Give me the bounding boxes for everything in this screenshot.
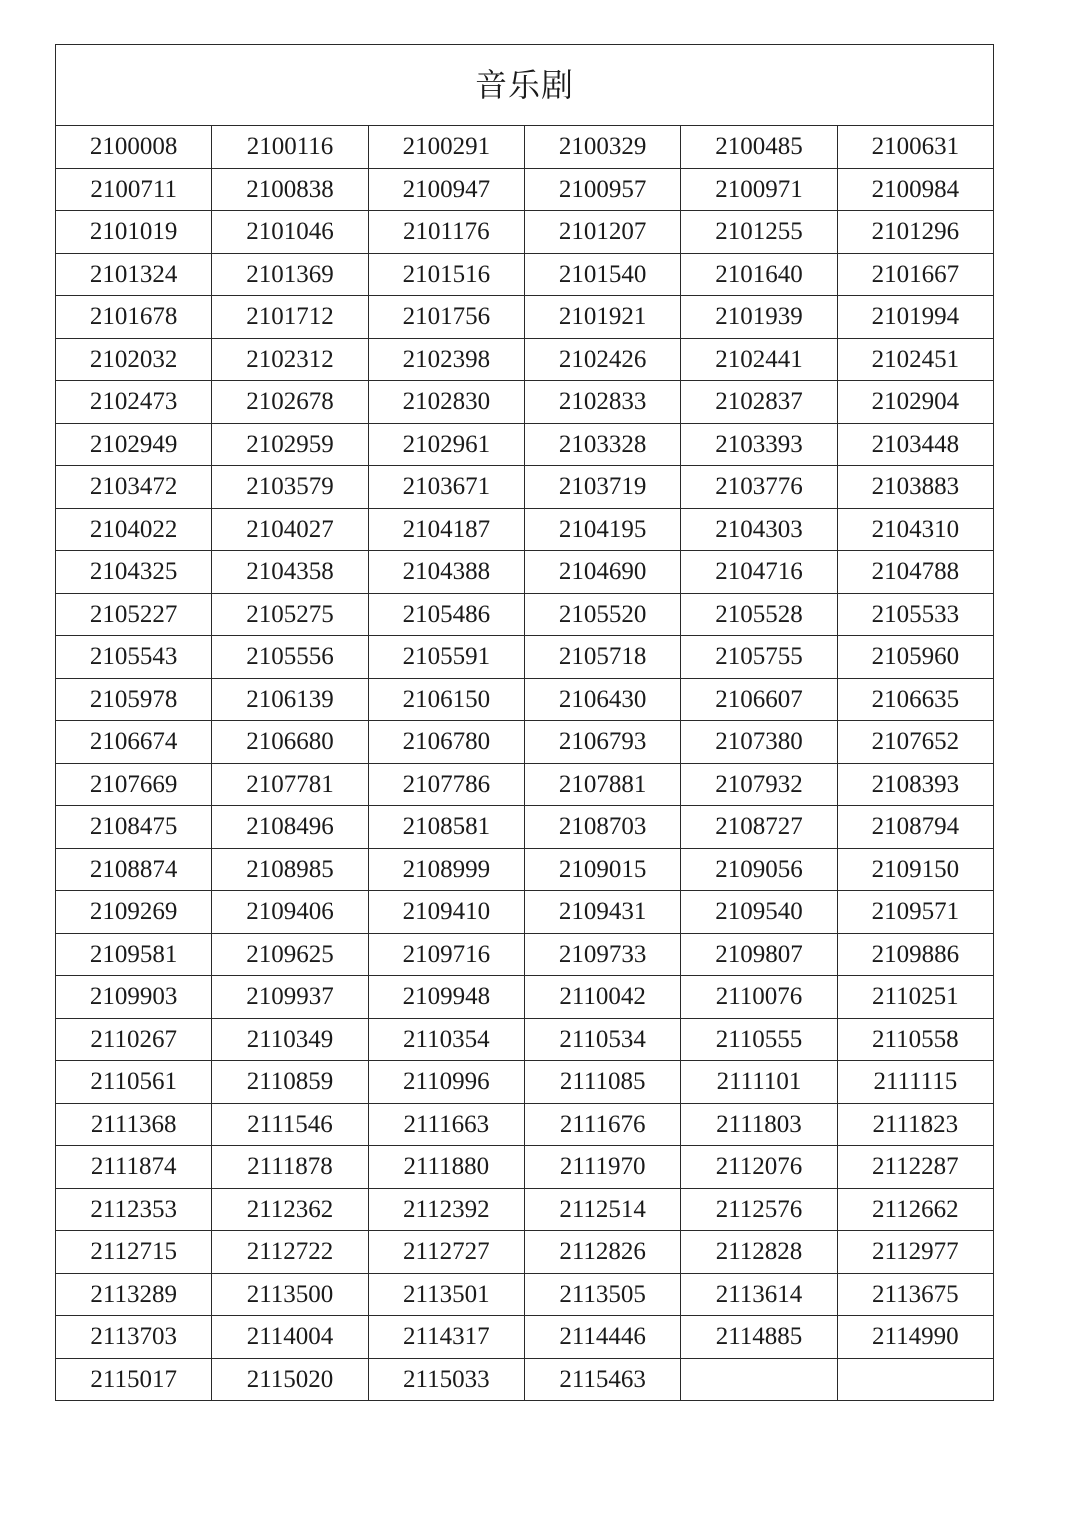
- table-row: [56, 636, 994, 679]
- table-cell: 2107652: [837, 721, 993, 764]
- table-cell: 2108999: [368, 848, 524, 891]
- table-cell: 2112362: [212, 1188, 368, 1231]
- table-cell: 2100329: [524, 126, 680, 169]
- table-cell: 2108874: [56, 848, 212, 891]
- table-cell: 2100008: [56, 126, 212, 169]
- table-cell: 2105591: [368, 636, 524, 679]
- table-cell: 2105275: [212, 593, 368, 636]
- table-cell: 2109540: [681, 891, 837, 934]
- table-cell: 2104388: [368, 551, 524, 594]
- table-row: [56, 1316, 994, 1359]
- table-cell: 2113500: [212, 1273, 368, 1316]
- table-cell: 2101324: [56, 253, 212, 296]
- table-cell: 2100711: [56, 168, 212, 211]
- table-cell: 2103448: [837, 423, 993, 466]
- table-cell: 2107669: [56, 763, 212, 806]
- table-cell: 2109625: [212, 933, 368, 976]
- table-cell: 2109571: [837, 891, 993, 934]
- table-row: [56, 806, 994, 849]
- table-cell: 2108727: [681, 806, 837, 849]
- table-cell: 2102398: [368, 338, 524, 381]
- table-cell: 2109431: [524, 891, 680, 934]
- table-cell: 2103328: [524, 423, 680, 466]
- table-cell: 2112392: [368, 1188, 524, 1231]
- table-cell: 2111663: [368, 1103, 524, 1146]
- table-cell: 2114990: [837, 1316, 993, 1359]
- table-cell: 2109903: [56, 976, 212, 1019]
- table-cell: 2101640: [681, 253, 837, 296]
- table-cell: 2102959: [212, 423, 368, 466]
- table-cell: 2109269: [56, 891, 212, 934]
- table-cell: 2106680: [212, 721, 368, 764]
- table-cell: 2105528: [681, 593, 837, 636]
- table-row: [56, 381, 994, 424]
- table-cell: [837, 1358, 993, 1401]
- table-row: [56, 593, 994, 636]
- table-cell: 2112977: [837, 1231, 993, 1274]
- table-row: [56, 763, 994, 806]
- table-cell: 2102830: [368, 381, 524, 424]
- table-cell: 2106674: [56, 721, 212, 764]
- table-row: [56, 721, 994, 764]
- table-cell: 2109581: [56, 933, 212, 976]
- table-cell: 2109406: [212, 891, 368, 934]
- table-cell: 2106150: [368, 678, 524, 721]
- table-cell: 2114004: [212, 1316, 368, 1359]
- table-cell: 2103719: [524, 466, 680, 509]
- table-cell: 2109807: [681, 933, 837, 976]
- table-row: [56, 1103, 994, 1146]
- table-cell: 2115017: [56, 1358, 212, 1401]
- table-row: [56, 1231, 994, 1274]
- table-cell: 2100947: [368, 168, 524, 211]
- table-row: [56, 296, 994, 339]
- table-cell: 2103393: [681, 423, 837, 466]
- table-cell: 2112715: [56, 1231, 212, 1274]
- table-cell: 2104027: [212, 508, 368, 551]
- table-row: [56, 1358, 994, 1401]
- table-cell: 2104358: [212, 551, 368, 594]
- table-row: [56, 466, 994, 509]
- table-cell: 2110534: [524, 1018, 680, 1061]
- table-cell: 2108496: [212, 806, 368, 849]
- table-cell: 2100291: [368, 126, 524, 169]
- table-cell: 2114885: [681, 1316, 837, 1359]
- table-cell: 2108703: [524, 806, 680, 849]
- table-body: [56, 45, 994, 1401]
- table-cell: 2101756: [368, 296, 524, 339]
- table-cell: 2109948: [368, 976, 524, 1019]
- table-cell: 2110267: [56, 1018, 212, 1061]
- table-cell: 2111880: [368, 1146, 524, 1189]
- table-cell: 2101046: [212, 211, 368, 254]
- table-cell: 2111823: [837, 1103, 993, 1146]
- table-cell: 2101255: [681, 211, 837, 254]
- page-title: 音乐剧: [56, 45, 994, 126]
- table-cell: 2112076: [681, 1146, 837, 1189]
- table-cell: 2101939: [681, 296, 837, 339]
- table-cell: 2110859: [212, 1061, 368, 1104]
- table-cell: 2102312: [212, 338, 368, 381]
- table-cell: 2104022: [56, 508, 212, 551]
- table-cell: [681, 1358, 837, 1401]
- table-row: [56, 891, 994, 934]
- table-cell: 2108794: [837, 806, 993, 849]
- id-list-table: [55, 44, 994, 1401]
- table-cell: 2106139: [212, 678, 368, 721]
- table-cell: 2113703: [56, 1316, 212, 1359]
- table-cell: 2110354: [368, 1018, 524, 1061]
- table-cell: 2101921: [524, 296, 680, 339]
- table-cell: 2103671: [368, 466, 524, 509]
- table-cell: 2106780: [368, 721, 524, 764]
- table-cell: 2106793: [524, 721, 680, 764]
- table-cell: 2109733: [524, 933, 680, 976]
- table-cell: 2115020: [212, 1358, 368, 1401]
- table-cell: 2112514: [524, 1188, 680, 1231]
- table-cell: 2109937: [212, 976, 368, 1019]
- table-cell: 2105533: [837, 593, 993, 636]
- table-cell: 2106430: [524, 678, 680, 721]
- table-cell: 2101369: [212, 253, 368, 296]
- table-cell: 2108581: [368, 806, 524, 849]
- table-row: [56, 211, 994, 254]
- table-cell: 2101176: [368, 211, 524, 254]
- table-cell: 2112662: [837, 1188, 993, 1231]
- table-cell: 2109410: [368, 891, 524, 934]
- table-cell: 2109886: [837, 933, 993, 976]
- table-cell: 2112826: [524, 1231, 680, 1274]
- table-cell: 2101667: [837, 253, 993, 296]
- table-row: [56, 338, 994, 381]
- table-cell: 2110561: [56, 1061, 212, 1104]
- table-cell: 2110349: [212, 1018, 368, 1061]
- table-cell: 2115463: [524, 1358, 680, 1401]
- table-cell: 2103579: [212, 466, 368, 509]
- table-cell: 2113289: [56, 1273, 212, 1316]
- table-cell: 2100485: [681, 126, 837, 169]
- table-cell: 2104325: [56, 551, 212, 594]
- table-cell: 2106607: [681, 678, 837, 721]
- table-cell: 2102032: [56, 338, 212, 381]
- table-cell: 2104195: [524, 508, 680, 551]
- table-cell: 2101296: [837, 211, 993, 254]
- table-cell: 2103883: [837, 466, 993, 509]
- table-cell: 2113614: [681, 1273, 837, 1316]
- table-cell: 2105556: [212, 636, 368, 679]
- table-cell: 2104716: [681, 551, 837, 594]
- table-cell: 2102961: [368, 423, 524, 466]
- table-cell: 2112828: [681, 1231, 837, 1274]
- table-cell: 2108985: [212, 848, 368, 891]
- table-cell: 2100984: [837, 168, 993, 211]
- table-cell: 2100971: [681, 168, 837, 211]
- table-cell: 2108393: [837, 763, 993, 806]
- table-row: [56, 933, 994, 976]
- table-cell: 2105978: [56, 678, 212, 721]
- table-cell: 2107932: [681, 763, 837, 806]
- table-cell: 2111970: [524, 1146, 680, 1189]
- table-cell: 2102904: [837, 381, 993, 424]
- table-cell: 2102833: [524, 381, 680, 424]
- table-cell: 2105755: [681, 636, 837, 679]
- table-cell: 2102441: [681, 338, 837, 381]
- table-cell: 2101019: [56, 211, 212, 254]
- table-cell: 2101540: [524, 253, 680, 296]
- table-cell: 2110042: [524, 976, 680, 1019]
- table-row: [56, 551, 994, 594]
- table-row: [56, 1188, 994, 1231]
- table-cell: 2102949: [56, 423, 212, 466]
- table-cell: 2101207: [524, 211, 680, 254]
- table-row: [56, 976, 994, 1019]
- table-cell: 2105543: [56, 636, 212, 679]
- table-row: [56, 1273, 994, 1316]
- table-cell: 2101994: [837, 296, 993, 339]
- table-cell: 2101516: [368, 253, 524, 296]
- table-cell: 2111803: [681, 1103, 837, 1146]
- table-row: [56, 168, 994, 211]
- table-cell: 2112722: [212, 1231, 368, 1274]
- title-row: [56, 45, 994, 126]
- table-cell: 2102678: [212, 381, 368, 424]
- table-cell: 2110076: [681, 976, 837, 1019]
- table-cell: 2110996: [368, 1061, 524, 1104]
- table-cell: 2111676: [524, 1103, 680, 1146]
- table-cell: 2111115: [837, 1061, 993, 1104]
- table-cell: 2112727: [368, 1231, 524, 1274]
- table-cell: 2109015: [524, 848, 680, 891]
- table-cell: 2110555: [681, 1018, 837, 1061]
- table-cell: 2100116: [212, 126, 368, 169]
- table-cell: 2102837: [681, 381, 837, 424]
- table-row: [56, 508, 994, 551]
- table-row: [56, 1146, 994, 1189]
- table-cell: 2114317: [368, 1316, 524, 1359]
- table-cell: 2106635: [837, 678, 993, 721]
- table-row: [56, 423, 994, 466]
- table-cell: 2112576: [681, 1188, 837, 1231]
- table-cell: 2111878: [212, 1146, 368, 1189]
- table-cell: 2107786: [368, 763, 524, 806]
- table-cell: 2104690: [524, 551, 680, 594]
- table-row: [56, 1061, 994, 1104]
- table-cell: 2102451: [837, 338, 993, 381]
- table-cell: 2104310: [837, 508, 993, 551]
- table-cell: 2104303: [681, 508, 837, 551]
- table-cell: 2108475: [56, 806, 212, 849]
- table-cell: 2115033: [368, 1358, 524, 1401]
- table-cell: 2113505: [524, 1273, 680, 1316]
- table-cell: 2111085: [524, 1061, 680, 1104]
- table-cell: 2105960: [837, 636, 993, 679]
- table-cell: 2113675: [837, 1273, 993, 1316]
- table-cell: 2105520: [524, 593, 680, 636]
- table-cell: 2111101: [681, 1061, 837, 1104]
- table-cell: 2112353: [56, 1188, 212, 1231]
- table-cell: 2103472: [56, 466, 212, 509]
- table-cell: 2105486: [368, 593, 524, 636]
- table-cell: 2100631: [837, 126, 993, 169]
- table-row: [56, 253, 994, 296]
- table-cell: 2111546: [212, 1103, 368, 1146]
- table-cell: 2105227: [56, 593, 212, 636]
- table-cell: 2110251: [837, 976, 993, 1019]
- table-cell: 2109056: [681, 848, 837, 891]
- table-cell: 2109150: [837, 848, 993, 891]
- table-cell: 2112287: [837, 1146, 993, 1189]
- table-cell: 2114446: [524, 1316, 680, 1359]
- table-cell: 2107380: [681, 721, 837, 764]
- table-cell: 2102473: [56, 381, 212, 424]
- table-cell: 2100838: [212, 168, 368, 211]
- table-cell: 2110558: [837, 1018, 993, 1061]
- table-cell: 2109716: [368, 933, 524, 976]
- table-cell: 2100957: [524, 168, 680, 211]
- table-row: [56, 126, 994, 169]
- table-cell: 2107781: [212, 763, 368, 806]
- table-row: [56, 678, 994, 721]
- table-cell: 2101712: [212, 296, 368, 339]
- table-row: [56, 848, 994, 891]
- table-cell: 2103776: [681, 466, 837, 509]
- table-cell: 2104788: [837, 551, 993, 594]
- table-cell: 2101678: [56, 296, 212, 339]
- table-cell: 2104187: [368, 508, 524, 551]
- table-cell: 2102426: [524, 338, 680, 381]
- table-cell: 2105718: [524, 636, 680, 679]
- table-cell: 2111368: [56, 1103, 212, 1146]
- table-cell: 2113501: [368, 1273, 524, 1316]
- table-cell: 2107881: [524, 763, 680, 806]
- table-cell: 2111874: [56, 1146, 212, 1189]
- table-row: [56, 1018, 994, 1061]
